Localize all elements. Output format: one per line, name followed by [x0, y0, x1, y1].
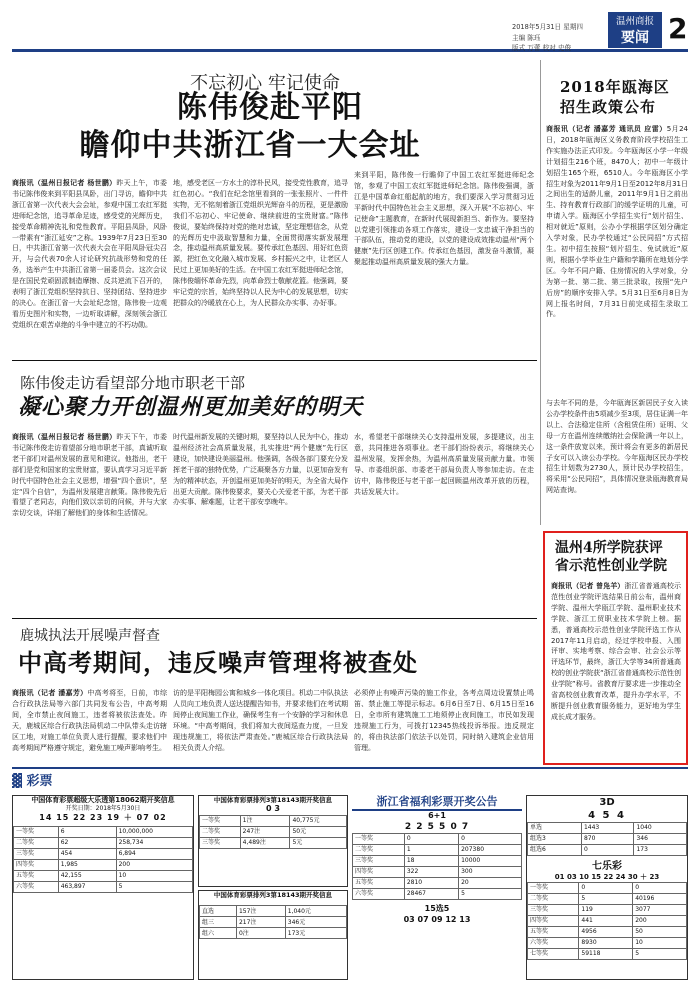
table-row: 六等奖 463,897 5 — [14, 882, 193, 893]
lottery-block-2 — [198, 795, 348, 887]
table-row: 组选6 0 173 — [528, 845, 687, 856]
p3-title: 中国体育彩票排列3第18143期开奖信息 — [213, 796, 333, 804]
table-row: 一等奖 0 0 — [528, 883, 687, 894]
dlt-numbers: 14 15 22 23 19 ＋ 07 02 — [39, 812, 167, 822]
3d-table — [527, 822, 687, 856]
table-row: 一等奖 0 0 — [353, 834, 522, 845]
table-row: 直选 157注 1,040元 — [200, 906, 347, 917]
noise-byline: 商报讯（记者 潘嘉芳） — [12, 689, 88, 697]
featured-headline-2: 省示范性创业学院 — [555, 558, 667, 574]
p3b-title: 中国体育彩票排列3第18143期开奖信息 — [213, 891, 333, 899]
table-row: 四等奖 322 300 — [353, 867, 522, 878]
zhejiang-col-1 — [12, 432, 167, 610]
issue-date: 2018年5月31日 星期四 — [512, 23, 584, 31]
p3b-table — [199, 905, 347, 939]
table-row: 组选3 870 346 — [528, 834, 687, 845]
zhejiang-kicker: 陈伟俊走访看望部分地市职老干部 — [20, 374, 246, 392]
table-row: 二等奖 62 258,734 — [14, 838, 193, 849]
dlt-title: 中国体育彩票超级大乐透第18062期开奖信息 — [31, 796, 175, 804]
table-row: 三等奖 4,489注 5元 — [200, 837, 347, 848]
editor-credit: 主编 陈珏 — [512, 33, 541, 42]
lead-col-1-text: 昨天上午，市委书记陈伟俊来到平阳县凤卧，出门寻访，瞻仰中共浙江省第一次代表大会会址，参观中国工农红军挺进师纪念馆，追寻革命足迹，感受党的光辉历史，接受革命精神洗礼和党性教育。平阳县凤卧，风卧一带素有“浙江延安”之称。1939年7月23日至30日，中共浙江省第一次代表大会在平阳凤卧冠尖召开，与会代表70余人讨论研究抗战形势和党的任务，选举产生中共浙江省第一届委员会。这次会议是在国民党顽固派制造摩擦、反共逆流下召开的，表明了浙江党组织坚持抗日、坚持团结、坚持进步的决心。在浙江省一大会址纪念馆，陈伟俊一边观看历史图片和实物，一边听取讲解，深刻领会浙江党组织在艰苦卓绝的斗争中建立的不朽功勋。 — [12, 179, 167, 329]
zhejiang-col-2: 时代温州新发展的关键时期，要坚持以人民为中心，推动温州经济社会高质量发展，扎实推进“两个健康”先行区建设，加快建设美丽温州。他强调，各级各部门要充分发挥老干部的独特优势，广泛凝聚各方力量，以更加奋发有为的精神状态，开创温州更加美好的明天，为全省大局作出更大贡献。陈伟俊要求，要关心关爱老干部，为老干部办实事、解难题，让老干部安享晚年。 — [173, 433, 348, 507]
table-row: 三等奖 454 6,894 — [14, 849, 193, 860]
featured-byline: 商报讯（记者 曾凫羊） — [551, 582, 625, 590]
zhejiang-byline: 商报讯（温州日报记者 杨世鹏） — [12, 433, 117, 441]
zhejiang-headline: 凝心聚力开创温州更加美好的明天 — [18, 394, 364, 420]
lead-byline: 商报讯（温州日报记者 杨世鹏） — [12, 179, 117, 187]
3d-numbers: 4 5 4 — [588, 810, 626, 821]
table-row: 单选 1443 1040 — [528, 823, 687, 834]
table-row: 五等奖 2810 20 — [353, 878, 522, 889]
lead-col-3: 来到平阳，陈伟俊一行瞻仰了中国工农红军挺进师纪念馆，参观了中国工农红军挺进师纪念馆。陈伟俊强调，浙江是中国革命红船起航的地方，我们要深入学习贯彻习近平新时代中国特色社会主义思想，深入开展“不忘初心、牢记使命”主题教育，在新时代展现新担当、新作为。要坚持以党建引领推动各项工作落实，建设一支忠诚干净担当的干部队伍，推动党的建设，以党的建设成效推动温州“两个健康”先行区创建工作。传承红色基因，激发奋斗激情，凝聚起推动温州高质量发展的强大力量。 — [354, 171, 534, 267]
dlt-table — [13, 826, 193, 893]
table-row: 二等奖 1 207380 — [353, 845, 522, 856]
lead-headline-1: 陈伟俊赴平阳 — [177, 90, 363, 125]
sidebar-body-text: 5月24日，2018年瓯海区义务教育阶段学校招生工作实施办法正式印发。今年瓯海区小学一年级计划招生216个班，8470人；初中一年级计划招生165个班，6510人。今年瓯海区小学招生对象为2011年9月1日至2012年8月31日之间出生的适龄儿童，2011年9月1日之前出生、持有教育行政部门的缓学证明的儿童，可申请入学。瓯海区小学招生实行“划片招生、相对就近”原则，公办小学根据学区划分确定入学对象，民办学校通过“公民同招”方式招生。初中招生按照“划片招生、免试就近”原则，根据小学毕业生户籍和学籍所在地划分学区。今年不同户籍、住房情况的入学对象，分为第一批、第二批、第三批录取，按照“先户后房”的顺序安排入学。5月31日至6月8日为网上报名时间，7月31日前完成招生录取工作。 — [546, 125, 688, 319]
table-row: 组六 0注 173元 — [200, 928, 347, 939]
noise-col-1 — [12, 688, 167, 760]
table-row: 四等奖 441 200 — [528, 916, 687, 927]
divider — [12, 618, 537, 619]
table-row: 一等奖 1注 40,775元 — [200, 815, 347, 826]
paper-name: 温州商报 — [615, 16, 654, 27]
qlc-title: 七乐彩 — [592, 861, 622, 872]
table-row: 五等奖 4956 50 — [528, 927, 687, 938]
table-row: 五等奖 42,155 10 — [14, 871, 193, 882]
zj-15x5-numbers: 03 07 09 12 13 — [403, 914, 471, 924]
noise-col-3: 必须停止有噪声污染的施工作业，各考点周边设置禁止鸣笛、禁止施工等提示标志。6月6日至7日、6月15日至16日，全市所有建筑施工工地须停止夜间施工，市民如发现违规施工行为，可拨打12345热线投诉举报。违反规定的，将由执法部门依法予以处罚，同时纳入建筑企业信用管理。 — [354, 689, 534, 752]
masthead-info — [512, 22, 583, 54]
lead-headline-2: 瞻仰中共浙江省一大会址 — [79, 128, 421, 163]
proof-credit: 版式 万蕾 校对 史俊 — [512, 44, 572, 53]
lottery-block-4 — [352, 795, 522, 980]
sidebar-headline-2: 招生政策公布 — [560, 98, 657, 116]
lottery-block-5 — [526, 795, 688, 980]
section-block — [608, 12, 662, 48]
featured-body-text: 浙江省普通高校示范性创业学院评选结果日前公布，温州商学院、温州大学瓯江学院、温州职业技术学院、浙江工贸职业技术学院上榜。据悉，普通高校示范性创业学院评选工作从2017年11月启动，经过学校申报、入围评审、实地考察、综合会审、社会公示等评选环节，最终，浙江大学等34所普通高校的创业学院获“浙江省普通高校示范性创业学院”称号。省教育厅要求进一步推动全省高校创业教育改革，提升办学水平，不断提升创业教育服务能力，更好地为学生成长成才服务。 — [551, 582, 681, 721]
zj-15x5-title: 15选5 — [424, 904, 450, 914]
table-row: 三等奖 119 3077 — [528, 905, 687, 916]
table-row: 二等奖 5 40196 — [528, 894, 687, 905]
lottery-block-1 — [12, 795, 194, 980]
zj-numbers: 2 2 5 5 0 7 — [404, 821, 470, 832]
p3-numbers: 0 3 — [266, 804, 280, 814]
table-row: 七等奖 59118 5 — [528, 949, 687, 960]
zhejiang-col-3: 水，希望老干部继续关心支持温州发展，多提建议，出主意，共同推进各项事业。老干部们纷纷表示，将继续关心温州发展，发挥余热，为温州高质量发展贡献力量。市领导、市委组织部、市委老干部局负责人等参加走访。在走访中，陈伟俊还与老干部一起回顾温州改革开放的历程，共话发展大计。 — [354, 433, 534, 496]
featured-box — [543, 531, 688, 765]
page-number: 2 — [668, 12, 688, 45]
zj-header: 浙江省福利彩票开奖公告 — [352, 795, 522, 811]
table-row: 组三 217注 346元 — [200, 917, 347, 928]
qlc-table — [527, 882, 687, 960]
noise-col-2: 访的是平阳梅园公寓和城乡一体化项目。机动二中队执法人员向工地负责人送达提醒告知书，并要求他们在考试期间停止夜间施工作业，确保考生有一个安静的学习和休息环境。“中高考期间，我们将加大夜间巡查力度，一旦发现违规施工，将依法严肃查处。”鹿城区综合行政执法局相关负责人介绍。 — [173, 689, 348, 752]
lead-col-1 — [12, 178, 167, 356]
noise-headline: 中高考期间，违反噪声管理将被查处 — [18, 648, 418, 677]
table-row: 四等奖 1,985 200 — [14, 860, 193, 871]
noise-kicker: 鹿城执法开展噪声督查 — [20, 628, 160, 644]
featured-headline-1: 温州4所学院获评 — [555, 540, 663, 556]
zhejiang-col-1-text: 昨天下午，市委书记陈伟俊走访看望部分地市职老干部，真诚听取老干部们对温州发展的意见和建议。他指出，老干部们是党和国家的宝贵财富，要认真学习习近平新时代中国特色社会主义思想，增强“四个意识”，坚定“四个自信”，为温州发展建言献策。陈伟俊先后看望了老同志，向他们致以亲切的问候，并与大家亲切交谈，详细了解他们的身体和生活情况。 — [12, 433, 167, 518]
table-row: 一等奖 6 10,000,000 — [14, 827, 193, 838]
sidebar-headline-1: 2018年瓯海区 — [560, 78, 670, 96]
qlc-numbers: 01 03 10 15 22 24 30 ＋ 23 — [554, 873, 660, 881]
table-row: 六等奖 8930 10 — [528, 938, 687, 949]
table-row: 三等奖 18 10000 — [353, 856, 522, 867]
sidebar-body-2: 与去年不同的是，今年瓯海区新居民子女入读公办学校条件由5项减少至3项，居住证满一年以上、合法稳定住所（含租赁住所）证明、父母一方在温州连续缴纳社会保险满一年以上，这一条件放宽以来，预计将会有更多的新居民子女可以入读公办学校。今年瓯海区民办学校招生计划数为2730人，预计民办学校招生，将采用“公民同招”，具体情况登录瓯海教育局网站查询。 — [546, 399, 688, 495]
masthead — [12, 10, 688, 52]
sidebar-byline: 商报讯（记者 潘嘉芳 通讯员 应雷） — [546, 125, 667, 133]
table-row: 六等奖 28467 5 — [353, 889, 522, 900]
lottery-top-bar — [12, 767, 688, 769]
dlt-date: 开奖日期：2018年5月30日 — [65, 805, 141, 813]
p3-table — [199, 815, 347, 849]
lead-kicker: 不忘初心 牢记使命 — [190, 73, 340, 94]
lottery-block-3 — [198, 890, 348, 980]
sidebar-body — [546, 124, 688, 396]
lottery-title: ▓ 彩票 — [12, 774, 53, 789]
sidebar-divider — [540, 60, 541, 525]
featured-body — [551, 581, 681, 759]
3d-title: 3D — [599, 797, 615, 808]
noise-col-1-text: 中高考将至，日前，市综合行政执法局等六部门共同发布公告，中高考期间，全市禁止夜间施工，违者将被依法查处。昨天，鹿城区综合行政执法局机动二中队带头走访辖区工地，对施工单位负责人进行提醒，要求他们中高考期间严格遵守规定，避免施工噪声影响考生。 — [12, 689, 167, 752]
zj-table — [352, 833, 522, 900]
divider — [12, 360, 537, 361]
lead-col-2: 地，感受老区一方水土的淳朴民风，接受党性教育，追寻红色初心。“我们在纪念馆里看到的一张张照片、一件件实物，无不铭刻着浙江党组织光辉奋斗的历程，更是激励我们不忘初心、牢记使命、继续前进的宝贵财富。”陈伟俊说，要始终保持对党的绝对忠诚，坚定理想信念，从党的光辉历史中汲取智慧和力量，全面贯彻落实新发展理念，推动温州高质量发展。要传承红色基因、用好红色资源，把红色文化融入城市发展、乡村振兴之中，让老区人民过上更加美好的生活。在中国工农红军挺进师纪念馆，陈伟俊缅怀革命先烈，向革命烈士敬献花篮。他强调，要牢记党的宗旨，始终坚持以人民为中心的发展思想，切实把群众的冷暖放在心上，为人民群众办实事、办好事。 — [173, 179, 348, 307]
section-name: 要闻 — [621, 29, 649, 46]
zj-sub: 6+1 — [428, 811, 446, 821]
table-row: 二等奖 247注 50元 — [200, 826, 347, 837]
